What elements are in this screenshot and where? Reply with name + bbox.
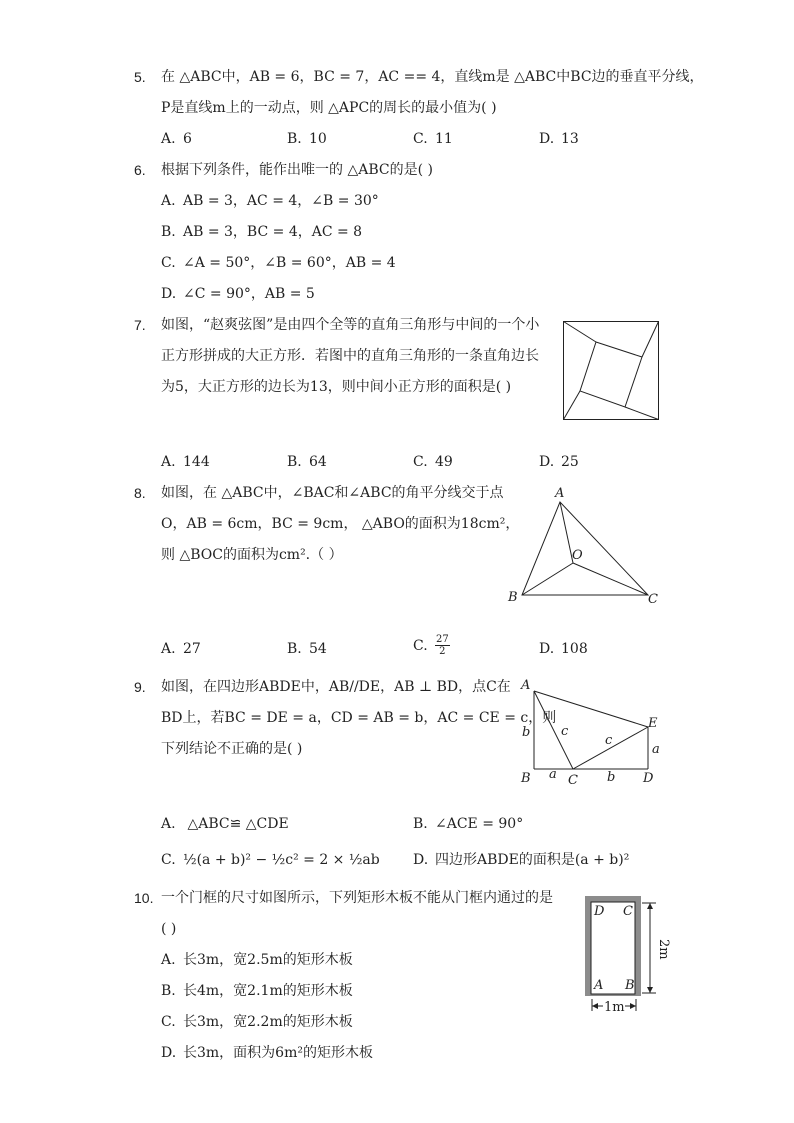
label-a: A xyxy=(555,486,565,501)
option-key: B. xyxy=(161,224,176,240)
option-key: B. xyxy=(413,816,428,832)
option-text: 10 xyxy=(309,131,327,147)
option-key: A. xyxy=(161,952,176,968)
q10-stem-line1: 一个门框的尺寸如图所示，下列矩形木板不能从门框内通过的是 xyxy=(161,890,553,906)
option-key: D. xyxy=(413,852,429,868)
q7-number: 7. xyxy=(134,317,146,333)
q5-option-c[interactable] xyxy=(413,130,453,148)
option-key: C. xyxy=(161,1014,176,1030)
option-text: 长4m，宽2.1m的矩形木板 xyxy=(183,983,353,999)
q8-triangle-figure xyxy=(505,485,665,607)
option-key: A. xyxy=(161,816,176,832)
label-a: A xyxy=(521,678,531,693)
option-key: A. xyxy=(161,641,176,657)
triangle-leg xyxy=(625,407,659,420)
arrow-up xyxy=(647,903,653,909)
label-side-c: c xyxy=(561,724,569,739)
q7-stem-line3: 为5，大正方形的边长为13，则中间小正方形的面积是( ) xyxy=(161,379,512,395)
option-text: 长3m，面积为6m²的矩形木板 xyxy=(183,1045,373,1061)
option-key: B. xyxy=(161,983,176,999)
q8-stem-line3: 则 △BOC的面积为cm².（ ） xyxy=(161,547,343,563)
option-text: AB = 3，BC = 4，AC = 8 xyxy=(183,224,363,240)
option-key: A. xyxy=(161,454,176,470)
option-key: D. xyxy=(539,641,555,657)
label-b: B xyxy=(625,978,635,993)
option-text: 长3m，宽2.5m的矩形木板 xyxy=(183,952,353,968)
label-c: C xyxy=(623,904,633,919)
q8-stem-line2: O，AB = 6cm，BC = 9cm， △ABO的面积为18cm²， xyxy=(161,516,520,532)
option-text: 25 xyxy=(561,454,579,470)
label-width: 1m xyxy=(604,1000,625,1015)
option-key: C. xyxy=(161,255,176,271)
option-key: C. xyxy=(413,637,428,654)
option-text: ∠C = 90°，AB = 5 xyxy=(183,286,315,302)
option-key: C. xyxy=(413,131,428,147)
label-height: 2m xyxy=(656,939,671,960)
option-text: 6 xyxy=(183,131,192,147)
q6-stem-line1: 根据下列条件，能作出唯一的 △ABC的是( ) xyxy=(161,162,433,178)
option-text: ½(a + b)² − ½c² = 2 × ½ab xyxy=(183,852,380,868)
q10-stem-line2: ( ) xyxy=(161,921,177,937)
q10-option-a[interactable] xyxy=(161,951,353,969)
q8-number: 8. xyxy=(134,485,146,501)
option-key: D. xyxy=(161,1045,177,1061)
segment-ae xyxy=(534,691,648,727)
q5-option-a[interactable] xyxy=(161,130,192,148)
q6-number: 6. xyxy=(134,162,146,178)
q6-option-d[interactable] xyxy=(161,285,315,303)
q9-stem-line2: BD上，若BC = DE = a，CD = AB = b，AC = CE = c，则 xyxy=(161,710,557,726)
q7-option-a[interactable] xyxy=(161,453,210,471)
denominator: 2 xyxy=(439,646,446,657)
label-side-a: a xyxy=(549,767,557,782)
option-text: ∠ACE = 90° xyxy=(435,816,524,832)
q7-stem-line1: 如图，“赵爽弦图”是由四个全等的直角三角形与中间的一个小 xyxy=(161,317,540,333)
option-text: AB = 3，AC = 4，∠B = 30° xyxy=(183,193,379,209)
option-key: D. xyxy=(161,286,177,302)
label-side-c: c xyxy=(605,733,613,748)
q7-option-b[interactable] xyxy=(287,453,327,471)
triangle-leg xyxy=(642,322,659,358)
label-b: B xyxy=(508,590,518,605)
q7-option-d[interactable] xyxy=(539,453,579,471)
option-key: D. xyxy=(539,131,555,147)
segment-co xyxy=(573,563,648,595)
q5-stem-line2: P是直线m上的一动点，则 △APC的周长的最小值为( ) xyxy=(161,100,497,116)
q6-option-c[interactable] xyxy=(161,254,396,272)
q7-option-c[interactable] xyxy=(413,453,453,471)
q6-option-b[interactable] xyxy=(161,223,362,241)
label-side-a: a xyxy=(652,742,660,757)
option-key: A. xyxy=(161,131,176,147)
q8-option-b[interactable] xyxy=(287,640,327,658)
q8-stem-line1: 如图，在 △ABC中，∠BAC和∠ABC的角平分线交于点 xyxy=(161,485,504,501)
option-key: B. xyxy=(287,454,302,470)
label-side-b: b xyxy=(607,770,616,785)
label-b: B xyxy=(521,771,531,786)
option-text: △ABC≌ △CDE xyxy=(183,816,289,832)
fraction xyxy=(435,634,450,657)
q10-option-c[interactable] xyxy=(161,1013,353,1031)
label-e: E xyxy=(648,716,658,731)
option-key: C. xyxy=(161,852,176,868)
q10-door-frame-figure xyxy=(580,893,680,1023)
q9-quadrilateral-figure xyxy=(515,677,665,789)
inner-square xyxy=(580,342,642,407)
label-a: A xyxy=(594,978,604,993)
q9-stem-line3: 下列结论不正确的是( ) xyxy=(161,741,303,757)
q5-stem-line1: 在 △ABC中，AB = 6，BC = 7，AC == 4，直线m是 △ABC中BC边的垂直平分线， xyxy=(161,69,704,85)
label-side-b: b xyxy=(522,725,531,740)
label-d: D xyxy=(594,904,605,919)
q7-stem-line2: 正方形拼成的大正方形．若图中的直角三角形的一条直角边长 xyxy=(161,348,539,364)
q10-option-b[interactable] xyxy=(161,982,353,1000)
option-key: B. xyxy=(287,131,302,147)
q6-option-a[interactable] xyxy=(161,192,379,210)
option-key: C. xyxy=(413,454,428,470)
triangle-leg xyxy=(564,322,597,343)
q9-number: 9. xyxy=(134,679,146,695)
numerator: 27 xyxy=(436,634,449,645)
option-text: 144 xyxy=(183,454,210,470)
outer-square xyxy=(564,322,659,420)
option-text: ∠A = 50°，∠B = 60°，AB = 4 xyxy=(183,255,396,271)
label-d: D xyxy=(643,771,654,786)
q7-zhao-shuang-figure xyxy=(563,321,659,420)
arrow-right xyxy=(630,1003,636,1009)
option-key: D. xyxy=(539,454,555,470)
option-text: 四边形ABDE的面积是(a + b)² xyxy=(435,852,630,868)
option-text: 49 xyxy=(435,454,453,470)
q8-option-a[interactable] xyxy=(161,640,201,658)
q9-option-d[interactable] xyxy=(413,851,629,869)
arrow-left xyxy=(592,1003,598,1009)
label-c: C xyxy=(648,592,658,607)
triangle-leg xyxy=(564,391,581,420)
q8-option-d[interactable] xyxy=(539,640,588,658)
q8-option-c[interactable] xyxy=(413,634,450,657)
q9-option-a[interactable] xyxy=(161,815,289,833)
q10-option-d[interactable] xyxy=(161,1044,373,1062)
label-c: C xyxy=(568,773,578,788)
option-key: A. xyxy=(161,193,176,209)
option-text: 长3m，宽2.2m的矩形木板 xyxy=(183,1014,353,1030)
q9-option-b[interactable] xyxy=(413,815,523,833)
segment-bo xyxy=(522,563,573,595)
q5-number: 5. xyxy=(134,69,146,85)
q9-option-c[interactable] xyxy=(161,851,380,869)
option-key: B. xyxy=(287,641,302,657)
option-text: 108 xyxy=(561,641,588,657)
option-text: 54 xyxy=(309,641,327,657)
option-text: 64 xyxy=(309,454,327,470)
triangle-abc xyxy=(522,502,648,595)
option-text: 27 xyxy=(183,641,201,657)
label-o: O xyxy=(572,548,583,563)
q5-option-d[interactable] xyxy=(539,130,579,148)
q5-option-b[interactable] xyxy=(287,130,327,148)
q10-number: 10. xyxy=(134,890,154,906)
option-text: 13 xyxy=(561,131,579,147)
arrow-down xyxy=(647,987,653,993)
option-text: 11 xyxy=(435,131,453,147)
q9-stem-line1: 如图，在四边形ABDE中，AB//DE，AB ⊥ BD，点C在 xyxy=(161,679,511,695)
